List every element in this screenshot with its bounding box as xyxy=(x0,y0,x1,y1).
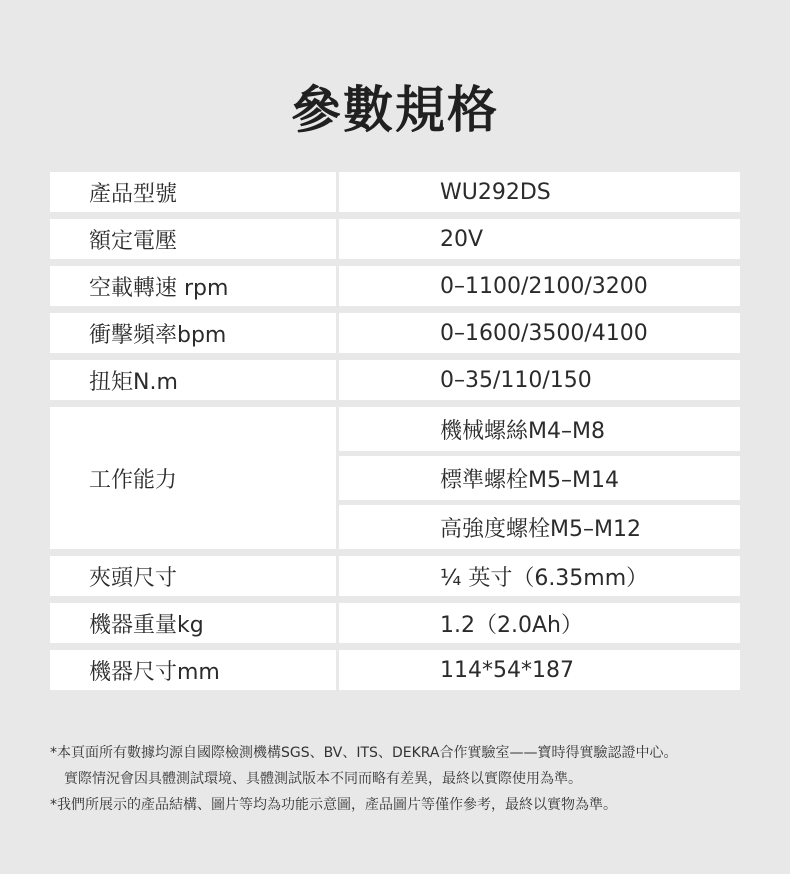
spec-value: 高強度螺栓M5–M12 xyxy=(339,505,740,549)
spec-label: 機器尺寸mm xyxy=(50,650,336,690)
footnotes xyxy=(50,740,760,818)
capacity-values xyxy=(339,407,740,549)
spec-value: WU292DS xyxy=(339,172,740,212)
spec-row-chuck xyxy=(50,556,740,596)
spec-label: 產品型號 xyxy=(50,172,336,212)
spec-row-model xyxy=(50,172,740,212)
spec-row-capacity xyxy=(50,407,740,549)
spec-label: 機器重量kg xyxy=(50,603,336,643)
spec-row-impact-rate xyxy=(50,313,740,353)
spec-label: 額定電壓 xyxy=(50,219,336,259)
spec-row-voltage xyxy=(50,219,740,259)
spec-row-torque xyxy=(50,360,740,400)
spec-table xyxy=(50,172,740,697)
spec-label: 衝擊頻率bpm xyxy=(50,313,336,353)
spec-value: 機械螺絲M4–M8 xyxy=(339,407,740,451)
spec-value: 20V xyxy=(339,219,740,259)
spec-label: 夾頭尺寸 xyxy=(50,556,336,596)
spec-value: 0–1100/2100/3200 xyxy=(339,266,740,306)
footnote-line: *我們所展示的產品結構、圖片等均為功能示意圖，產品圖片等僅作參考，最終以實物為準。 xyxy=(50,797,617,813)
spec-row-dimensions xyxy=(50,650,740,690)
spec-value: 114*54*187 xyxy=(339,650,740,690)
spec-value: 標準螺栓M5–M14 xyxy=(339,456,740,500)
spec-value: ¼ 英寸（6.35mm） xyxy=(339,556,740,596)
spec-value: 1.2（2.0Ah） xyxy=(339,603,740,643)
spec-value: 0–1600/3500/4100 xyxy=(339,313,740,353)
spec-row-no-load-speed xyxy=(50,266,740,306)
spec-label: 空載轉速 rpm xyxy=(50,266,336,306)
spec-label: 工作能力 xyxy=(50,407,336,549)
spec-row-weight xyxy=(50,603,740,643)
spec-value: 0–35/110/150 xyxy=(339,360,740,400)
page-title: 參數規格 xyxy=(291,81,499,139)
footnote-line: 實際情況會因具體測試環境、具體測試版本不同而略有差異，最終以實際使用為準。 xyxy=(64,771,582,787)
footnote-line: *本頁面所有數據均源自國際檢測機構SGS、BV、ITS、DEKRA合作實驗室——寶時得實驗認證中心。 xyxy=(50,745,678,761)
spec-label: 扭矩N.m xyxy=(50,360,336,400)
